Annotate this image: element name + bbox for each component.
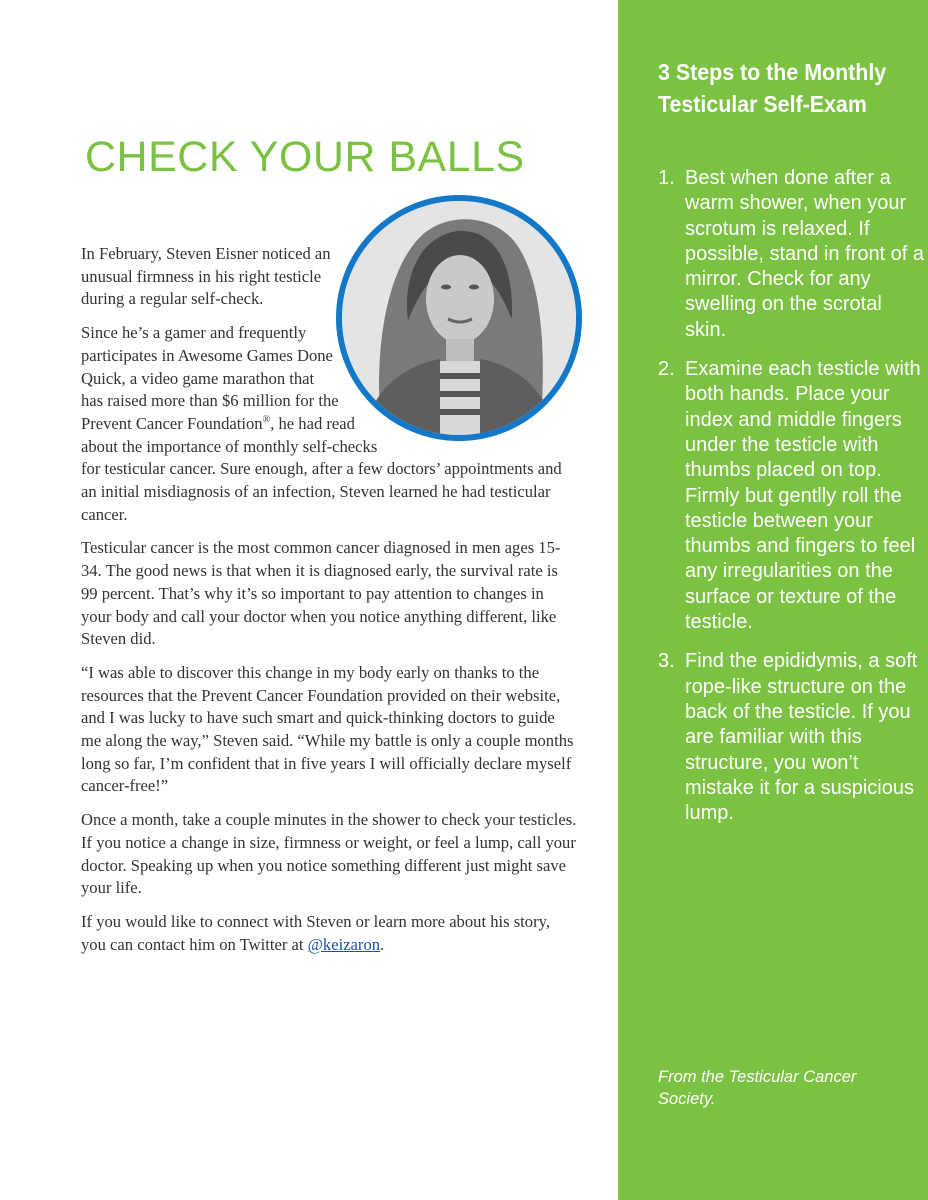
paragraph-4-quote: “I was able to discover this change in my body early on thanks to the resources that the Prevent Cancer Foundation provided on their website, and I was lucky to have such smart and quick-thinking doctors to guide me along the way,” Steven said. “While my battle is only a couple months long so far, I’m confident that in five years I will officially declare myself cancer-free!” [81,662,574,796]
step-text: Best when done after a warm shower, when your scrotum is relaxed. If possible, stand in front of a mirror. Check for any swelling on the scrotal skin. [685,167,925,341]
article-body [81,243,577,967]
source-attribution: From the Testicular Cancer Society. [658,1068,857,1108]
paragraph-1: In February, Steven Eisner noticed an unusual firmness in his right testicle during a regular self-check. [81,244,331,309]
paragraph-3: Testicular cancer is the most common cancer diagnosed in men ages 15-34. The good news is that when it is diagnosed early, the survival rate is 99 percent. That’s why it’s so important to pay attention to changes in your body and call your doctor when you notice anything different, like Steven did. [81,538,561,649]
step-item [658,357,926,635]
sidebar-title: 3 Steps to the Monthly Testicular Self-Exam [658,59,887,117]
step-text: Find the epididymis, a soft rope-like structure on the back of the testicle. If you are familiar with this structure, you won’t mistake it for a suspicious lump. [685,650,918,825]
step-number: 2. [658,358,675,381]
steps-list [658,166,926,840]
twitter-handle-link[interactable]: @keizaron [307,934,381,954]
portrait-illustration [342,201,576,435]
paragraph-2: Since he’s a gamer and frequently participates in Awesome Games Done Quick, a video game marathon that has raised more than $6 million for the Prevent Cancer Foundation®, he had read about the importance of monthly self-checks for testicular cancer. Sure enough, after a few doctors’ appointments and an initial misdiagnosis of an infection, Steven learned he had testicular cancer. [81,323,562,524]
step-number: 1. [658,167,675,189]
step-number: 3. [658,650,675,673]
step-item [658,166,926,343]
paragraph-5: Once a month, take a couple minutes in the shower to check your testicles. If you notice a change in size, firmness or weight, or feel a lump, call your doctor. Speaking up when you notice something different just might save your life. [81,810,577,898]
step-item [658,649,926,826]
registered-mark: ® [262,414,271,426]
steven-portrait-photo [336,195,582,441]
paragraph-6: If you would like to connect with Steven or learn more about his story, you can contact him on Twitter at @keizaron. [81,911,550,954]
step-text: Examine each testicle with both hands. Place your index and middle fingers under the testicle with thumbs placed on top. Firmly but gentlly roll the testicle between your thumbs and fingers to feel any irregularities on the surface or texture of the testicle. [685,358,921,634]
sidebar-self-exam [618,0,928,1200]
headline: CHECK YOUR BALLS [85,133,525,181]
